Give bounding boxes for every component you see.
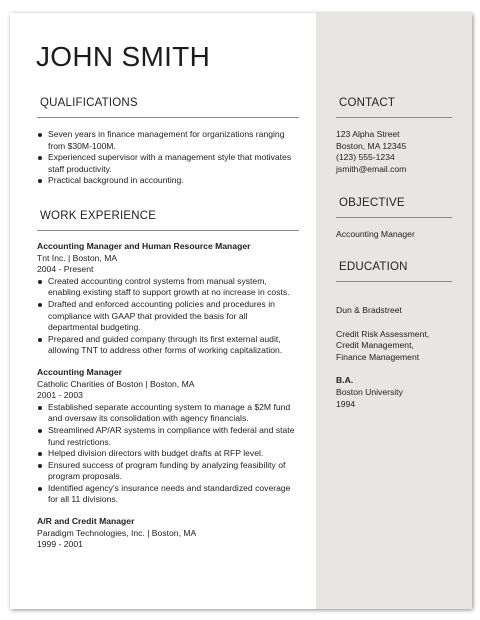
list-item: Identified agency's insurance needs and standardized coverage for all 11 divisions. — [37, 483, 299, 506]
list-item: Ensured success of program funding by analyzing feasibility of program proposals. — [37, 460, 299, 483]
job-entry — [37, 516, 299, 551]
education-degree: B.A. — [336, 375, 354, 386]
education-course: Finance Management — [336, 351, 420, 362]
candidate-name: JOHN SMITH — [36, 41, 211, 72]
education-divider — [336, 281, 452, 282]
job-duties — [37, 402, 299, 506]
qualifications-divider — [37, 117, 299, 118]
list-item: Prepared and guided company through its first external audit, allowing TNT to address other forms of working capitalization. — [37, 334, 299, 357]
job-dates: 2001 - 2003 — [37, 390, 83, 401]
resume-page — [10, 13, 472, 609]
job-company: Paradigm Technologies, Inc. | Boston, MA — [37, 527, 197, 538]
contact-divider — [336, 117, 452, 118]
objective-heading: OBJECTIVE — [339, 197, 405, 209]
job-company: Tnt Inc. | Boston, MA — [37, 252, 118, 263]
job-title: A/R and Credit Manager — [37, 516, 135, 527]
list-item: Created accounting control systems from manual system, enabling existing staff to support growth at no increase in costs. — [37, 276, 299, 299]
list-item: Seven years in finance management for organizations ranging from $30M-100M. — [37, 129, 299, 152]
education-details — [336, 305, 466, 410]
job-duties — [37, 276, 299, 357]
list-item: Established separate accounting system to manage a $2M fund and oversaw its consolidation with agency financials. — [37, 402, 299, 425]
list-item: Streamlined AP/AR systems in compliance with federal and state fund restrictions. — [37, 425, 299, 448]
work-experience-heading: WORK EXPERIENCE — [40, 210, 157, 222]
qualifications-heading: QUALIFICATIONS — [40, 97, 138, 109]
work-experience-section — [37, 241, 299, 561]
job-company: Catholic Charities of Boston | Boston, MA — [37, 378, 195, 389]
list-item: Experienced supervisor with a management style that motivates staff productivity. — [37, 152, 299, 175]
job-title: Accounting Manager and Human Resource Manager — [37, 241, 251, 251]
education-school: Dun & Bradstreet — [336, 305, 402, 315]
contact-phone: (123) 555-1234 — [336, 152, 395, 163]
contact-address-line1: 123 Alpha Street — [336, 129, 400, 139]
contact-details — [336, 129, 466, 175]
education-heading: EDUCATION — [339, 261, 408, 273]
education-year: 1994 — [336, 398, 356, 409]
work-experience-divider — [37, 230, 299, 231]
education-school: Boston University — [336, 386, 403, 397]
education-course: Credit Risk Assessment, — [336, 328, 430, 339]
job-dates: 2004 - Present — [37, 264, 94, 275]
list-item: Drafted and enforced accounting policies and procedures in compliance with GAAP that provided the basis for all departmental budgeting. — [37, 299, 299, 334]
education-course: Credit Management, — [336, 340, 414, 351]
contact-heading: CONTACT — [339, 97, 396, 109]
qualifications-list — [37, 129, 299, 187]
contact-email[interactable]: jsmith@email.com — [336, 163, 407, 174]
objective-text: Accounting Manager — [336, 229, 415, 239]
list-item: Helped division directors with budget drafts at RFP level. — [37, 448, 299, 460]
job-dates: 1999 - 2001 — [37, 539, 83, 550]
job-entry — [37, 241, 299, 357]
job-title: Accounting Manager — [37, 366, 122, 377]
contact-address-line2: Boston, MA 12345 — [336, 140, 407, 151]
list-item: Practical background in accounting. — [37, 175, 299, 187]
job-entry — [37, 367, 299, 506]
objective-divider — [336, 217, 452, 218]
